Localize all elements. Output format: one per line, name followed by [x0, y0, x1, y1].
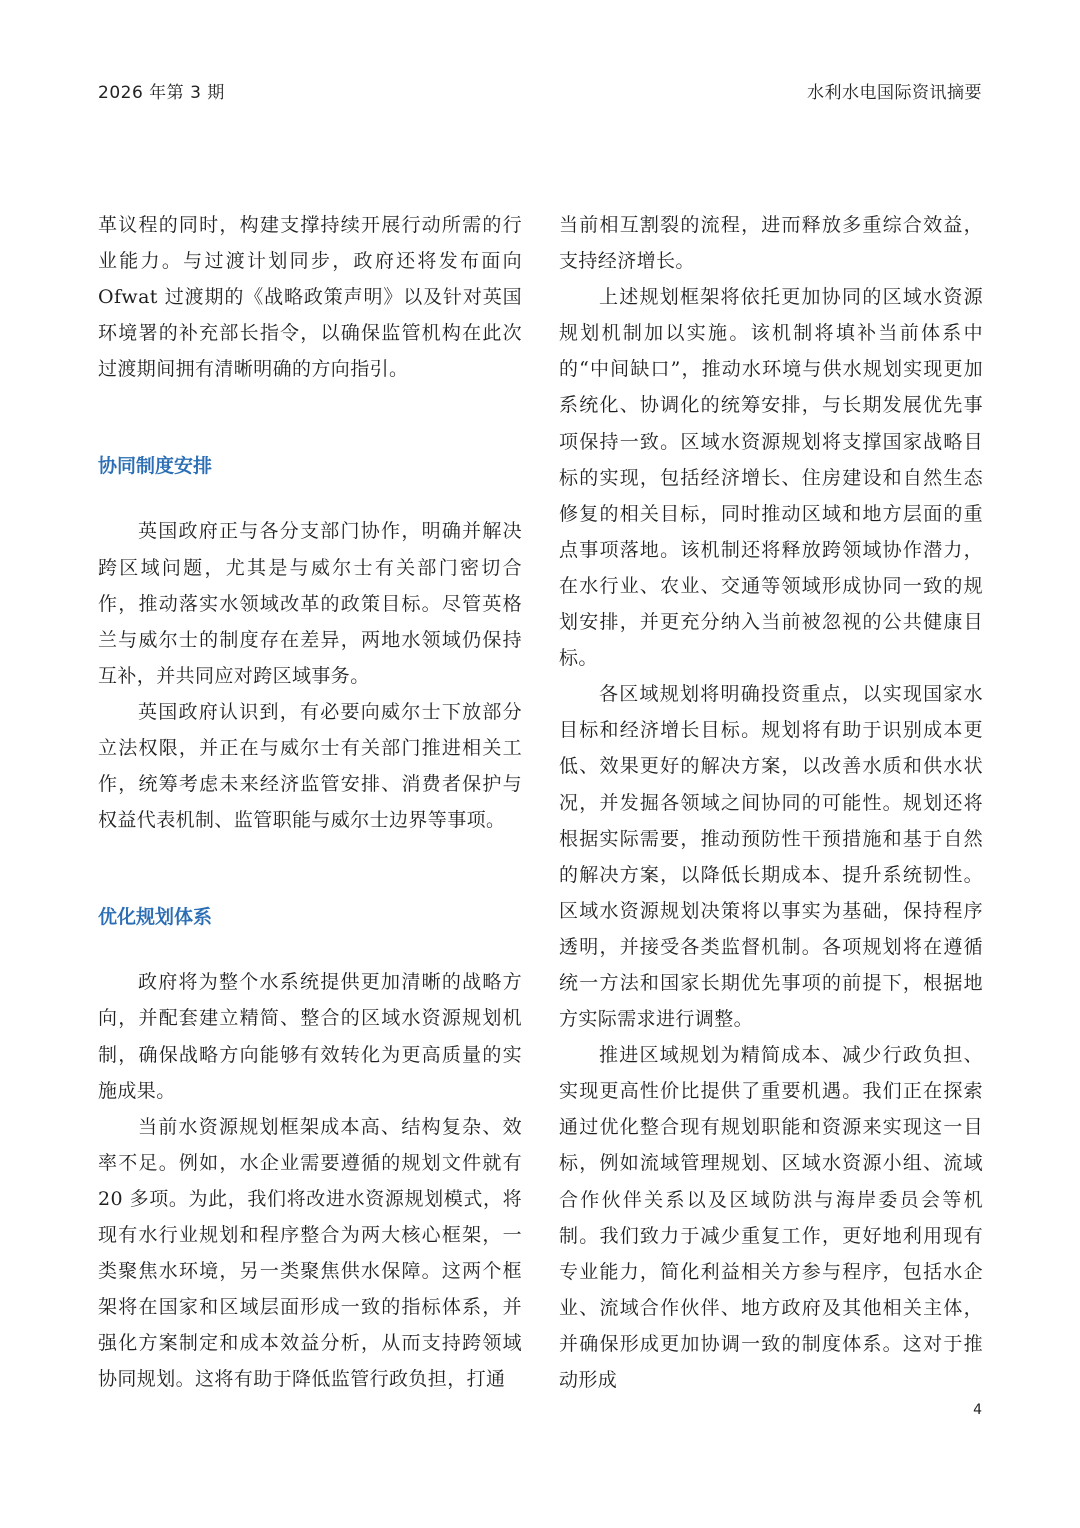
body-paragraph: 当前相互割裂的流程，进而释放多重综合效益，支持经济增长。: [559, 214, 983, 273]
body-paragraph: 政府将为整个水系统提供更加清晰的战略方向，并配套建立精简、整合的区域水资源规划机制，确保战略方向能够有效转化为更高质量的实施成果。: [98, 971, 522, 1102]
section-heading: 优化规划体系: [98, 906, 213, 929]
right-column: [559, 207, 983, 1398]
issue-label: 2026 年第 3 期: [98, 83, 225, 103]
publication-title: 水利水电国际资讯摘要: [807, 83, 982, 103]
body-paragraph: 各区域规划将明确投资重点，以实现国家水目标和经济增长目标。规划将有助于识别成本更低、效果更好的解决方案，以改善水质和供水状况，并发掘各领域之间协同的可能性。规划还将根据实际需要，推动预防性干预措施和基于自然的解决方案，以降低长期成本、提升系统韧性。区域水资源规划决策将以事实为基础，保持程序透明，并接受各类监督机制。各项规划将在遵循统一方法和国家长期优先事项的前提下，根据地方实际需求进行调整。: [559, 683, 983, 1031]
body-paragraph: 英国政府认识到，有必要向威尔士下放部分立法权限，并正在与威尔士有关部门推进相关工作，统筹考虑未来经济监管安排、消费者保护与权益代表机制、监管职能与威尔士边界等事项。: [98, 700, 522, 832]
body-paragraph: 英国政府正与各分支部门协作，明确并解决跨区域问题，尤其是与威尔士有关部门密切合作，推动落实水领域改革的政策目标。尽管英格兰与威尔士的制度存在差异，两地水领域仍保持互补，并共同应对跨区域事务。: [98, 520, 522, 687]
body-paragraph: 推进区域规划为精简成本、减少行政负担、实现更高性价比提供了重要机遇。我们正在探索通过优化整合现有规划职能和资源来实现这一目标，例如流域管理规划、区域水资源小组、流域合作伙伴关系以及区域防洪与海岸委员会等机制。我们致力于减少重复工作，更好地利用现有专业能力，简化利益相关方参与程序，包括水企业、流域合作伙伴、地方政府及其他相关主体，并确保形成更加协调一致的制度体系。这对于推动形成: [559, 1044, 983, 1391]
body-paragraph: 革议程的同时，构建支撑持续开展行动所需的行业能力。与过渡计划同步，政府还将发布面向 Ofwat 过渡期的《战略政策声明》以及针对英国环境署的补充部长指令，以确保监管机构在此次过渡期间拥有清晰明确的方向指引。: [98, 214, 522, 381]
left-column: [98, 207, 522, 1397]
page-header: [98, 78, 982, 103]
section-heading: 协同制度安排: [98, 455, 213, 478]
body-paragraph: 当前水资源规划框架成本高、结构复杂、效率不足。例如，水企业需要遵循的规划文件就有 20 多项。为此，我们将改进水资源规划模式，将现有水行业规划和程序整合为两大核心框架，一类聚焦水环境，另一类聚焦供水保障。这两个框架将在国家和区域层面形成一致的指标体系，并强化方案制定和成本效益分析，从而支持跨领域协同规划。这将有助于降低监管行政负担，打通: [98, 1115, 522, 1391]
page-number: 4: [973, 1402, 982, 1418]
body-paragraph: 上述规划框架将依托更加协同的区域水资源规划机制加以实施。该机制将填补当前体系中的“中间缺口”，推动水环境与供水规划实现更加系统化、协调化的统筹安排，与长期发展优先事项保持一致。区域水资源规划将支撑国家战略目标的实现，包括经济增长、住房建设和自然生态修复的相关目标，同时推动区域和地方层面的重点事项落地。该机制还将释放跨领域协作潜力，在水行业、农业、交通等领域形成协同一致的规划安排，并更充分纳入当前被忽视的公共健康目标。: [559, 286, 983, 670]
